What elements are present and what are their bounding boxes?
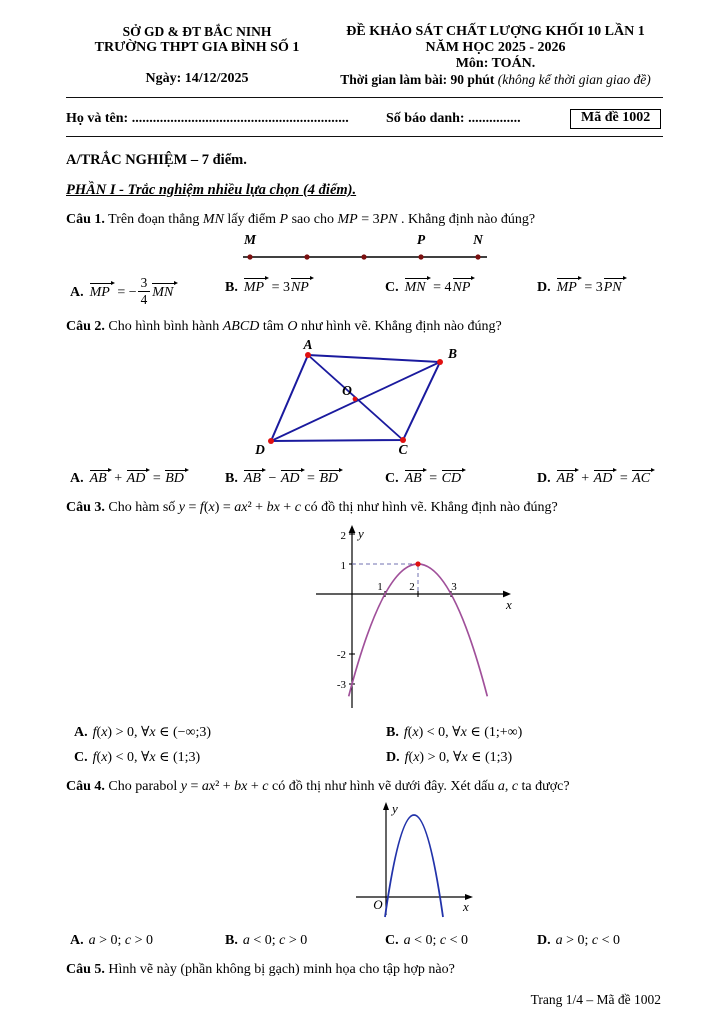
option-d-math: MP = 3PN — [556, 280, 626, 295]
exam-code-box: Mã đề 1002 — [570, 109, 661, 129]
parabola-graph-svg — [312, 522, 522, 712]
option-a: A. f(x) > 0, ∀x ∈ (−∞;3) — [74, 725, 212, 741]
option-d-math: f(x) > 0, ∀x ∈ (1;3) — [404, 750, 513, 766]
question-5 — [66, 961, 663, 980]
exam-title: ĐỀ KHẢO SÁT CHẤT LƯỢNG KHỐI 10 LẦN 1 — [346, 24, 645, 39]
option-b-math: AB − AD = BD — [243, 471, 342, 486]
option-b: B. MP = 3NP — [225, 276, 385, 296]
question-4-options — [66, 933, 663, 949]
origin-label: O — [373, 897, 383, 913]
student-info-row — [66, 109, 663, 129]
y-axis-label: y — [392, 801, 398, 817]
question-5-text: Hình vẽ này (phần không bị gạch) minh họa cho tập hợp nào? — [104, 962, 455, 978]
option-a: A. a > 0; c > 0 — [70, 933, 154, 949]
duration-note: (không kể thời gian giao đề) — [494, 72, 651, 87]
vertex-dot — [415, 562, 420, 567]
segment-dot — [247, 254, 252, 259]
figure-segment-mpn — [66, 232, 663, 271]
option-d: D. f(x) > 0, ∀x ∈ (1;3) — [386, 750, 513, 766]
option-b: B. f(x) < 0, ∀x ∈ (1;+∞) — [386, 725, 523, 741]
point-label-m: M — [243, 231, 256, 247]
segment-dot — [475, 254, 480, 259]
vertex-label-b: B — [447, 346, 457, 362]
option-d: D. MP = 3PN — [537, 276, 663, 296]
y-tick-label-m2: -2 — [336, 649, 346, 662]
option-c: C. f(x) < 0, ∀x ∈ (1;3) — [74, 750, 201, 766]
school-year: NĂM HỌC 2025 - 2026 — [425, 40, 566, 55]
vertex-dot-d — [268, 438, 274, 444]
option-c-math: f(x) < 0, ∀x ∈ (1;3) — [92, 750, 201, 766]
question-1-options — [66, 276, 663, 307]
y-axis-arrow — [383, 802, 389, 810]
point-label-p: P — [416, 231, 425, 247]
parabola-sign-svg — [348, 799, 478, 923]
question-4-label: Câu 4. — [66, 779, 105, 795]
school-name: TRƯỜNG THPT GIA BÌNH SỐ 1 — [94, 40, 300, 55]
question-2 — [66, 318, 663, 337]
y-axis-label: y — [358, 526, 364, 542]
duration-line — [328, 72, 663, 88]
option-b-math: a < 0; c > 0 — [242, 933, 308, 949]
vertex-dot-b — [437, 359, 443, 365]
question-4-text: Cho parabol y = ax² + bx + c có đồ thị như hình vẽ dưới đây. Xét dấu a, c ta được? — [104, 779, 570, 795]
exam-date: Ngày: 14/12/2025 — [145, 71, 249, 86]
x-axis-label: x — [463, 899, 469, 915]
option-d: D. AB + AD = AC — [537, 467, 663, 487]
question-3-text: Cho hàm số y = f(x) = ax² + bx + c có đồ thị như hình vẽ. Khẳng định nào đúng? — [104, 500, 558, 516]
option-b-math: f(x) < 0, ∀x ∈ (1;+∞) — [403, 725, 523, 741]
question-1 — [66, 211, 663, 230]
option-c: C. MN = 4NP — [385, 276, 537, 296]
question-4 — [66, 778, 663, 797]
option-c-math: a < 0; c < 0 — [403, 933, 469, 949]
x-tick-label-1: 1 — [377, 581, 383, 594]
vertex-dot-a — [305, 352, 311, 358]
center-dot-o — [352, 397, 357, 402]
divider-info — [66, 136, 663, 137]
x-tick-label-2: 2 — [409, 581, 415, 594]
question-1-label: Câu 1. — [66, 212, 105, 227]
question-2-options — [66, 467, 663, 487]
department-name: SỞ GD & ĐT BẮC NINH — [122, 24, 272, 39]
option-c: C. AB = CD — [385, 467, 537, 487]
option-b: B. AB − AD = BD — [225, 467, 385, 487]
section-a-heading: A/TRẮC NGHIỆM – 7 điểm. — [66, 152, 247, 168]
option-a-math: f(x) > 0, ∀x ∈ (−∞;3) — [92, 725, 212, 741]
question-3-label: Câu 3. — [66, 500, 105, 516]
point-label-n: N — [472, 231, 483, 247]
option-b-math: MP = 3NP — [243, 280, 313, 295]
y-tick-label-1: 1 — [340, 560, 346, 573]
segment-dot — [418, 254, 423, 259]
question-5-label: Câu 5. — [66, 962, 105, 978]
x-tick-label-3: 3 — [451, 581, 457, 594]
subject-line: Môn: TOÁN. — [455, 56, 536, 71]
parabola-curve — [385, 815, 443, 917]
page-footer: Trang 1/4 – Mã đề 1002 — [530, 992, 661, 1007]
vertex-label-d: D — [254, 442, 265, 458]
option-a-math: AB + AD = BD — [89, 471, 188, 486]
figure-parallelogram — [66, 339, 663, 462]
exam-header — [66, 24, 663, 88]
option-a: A. AB + AD = BD — [70, 467, 225, 487]
option-d-math: AB + AD = AC — [556, 471, 654, 486]
header-right — [328, 24, 663, 88]
vertex-label-c: C — [397, 442, 408, 458]
question-3 — [66, 499, 663, 518]
option-d: D. a > 0; c < 0 — [537, 933, 621, 949]
option-c-math: AB = CD — [404, 471, 465, 486]
option-b: B. a < 0; c > 0 — [225, 933, 308, 949]
question-2-text: Cho hình bình hành ABCD tâm O như hình vẽ. Khẳng định nào đúng? — [104, 319, 502, 335]
question-2-label: Câu 2. — [66, 319, 105, 335]
question-1-text: Trên đoạn thẳng MN lấy điểm P sao cho MP = 3PN . Khẳng định nào đúng? — [104, 212, 536, 227]
option-c: C. a < 0; c < 0 — [385, 933, 469, 949]
segment-figure-svg — [240, 232, 490, 266]
y-tick-label-m3: -3 — [336, 679, 346, 692]
y-axis-arrow — [349, 525, 356, 533]
student-id-field: Số báo danh: ............... — [386, 111, 521, 126]
segment-dot — [361, 254, 366, 259]
student-name-field: Họ và tên: .............................................................. — [66, 111, 349, 126]
figure-parabola-graph — [312, 522, 663, 717]
figure-parabola-sign — [348, 799, 663, 928]
divider-top — [66, 97, 663, 98]
option-d-math: a > 0; c < 0 — [555, 933, 621, 949]
x-axis-label: x — [506, 597, 512, 613]
header-left — [66, 24, 328, 88]
parallelogram-svg — [250, 339, 480, 457]
diagonal-bd — [271, 362, 440, 441]
option-a-math: a > 0; c > 0 — [88, 933, 154, 949]
y-tick-label-2: 2 — [340, 530, 346, 543]
duration-text: Thời gian làm bài: 90 phút — [340, 72, 495, 87]
segment-dot — [304, 254, 309, 259]
question-3-options — [66, 724, 663, 766]
part1-heading: PHẦN I - Trắc nghiệm nhiều lựa chọn (4 điểm). — [66, 182, 357, 198]
option-a: A. MP = − $\frac{3}{4}$ MN — [70, 276, 225, 307]
option-a-math: MP = − $\frac{3}{4}$ MN — [89, 285, 178, 300]
center-label-o: O — [341, 383, 352, 399]
vertex-label-a: A — [302, 339, 313, 353]
option-c-math: MN = 4NP — [404, 280, 475, 295]
